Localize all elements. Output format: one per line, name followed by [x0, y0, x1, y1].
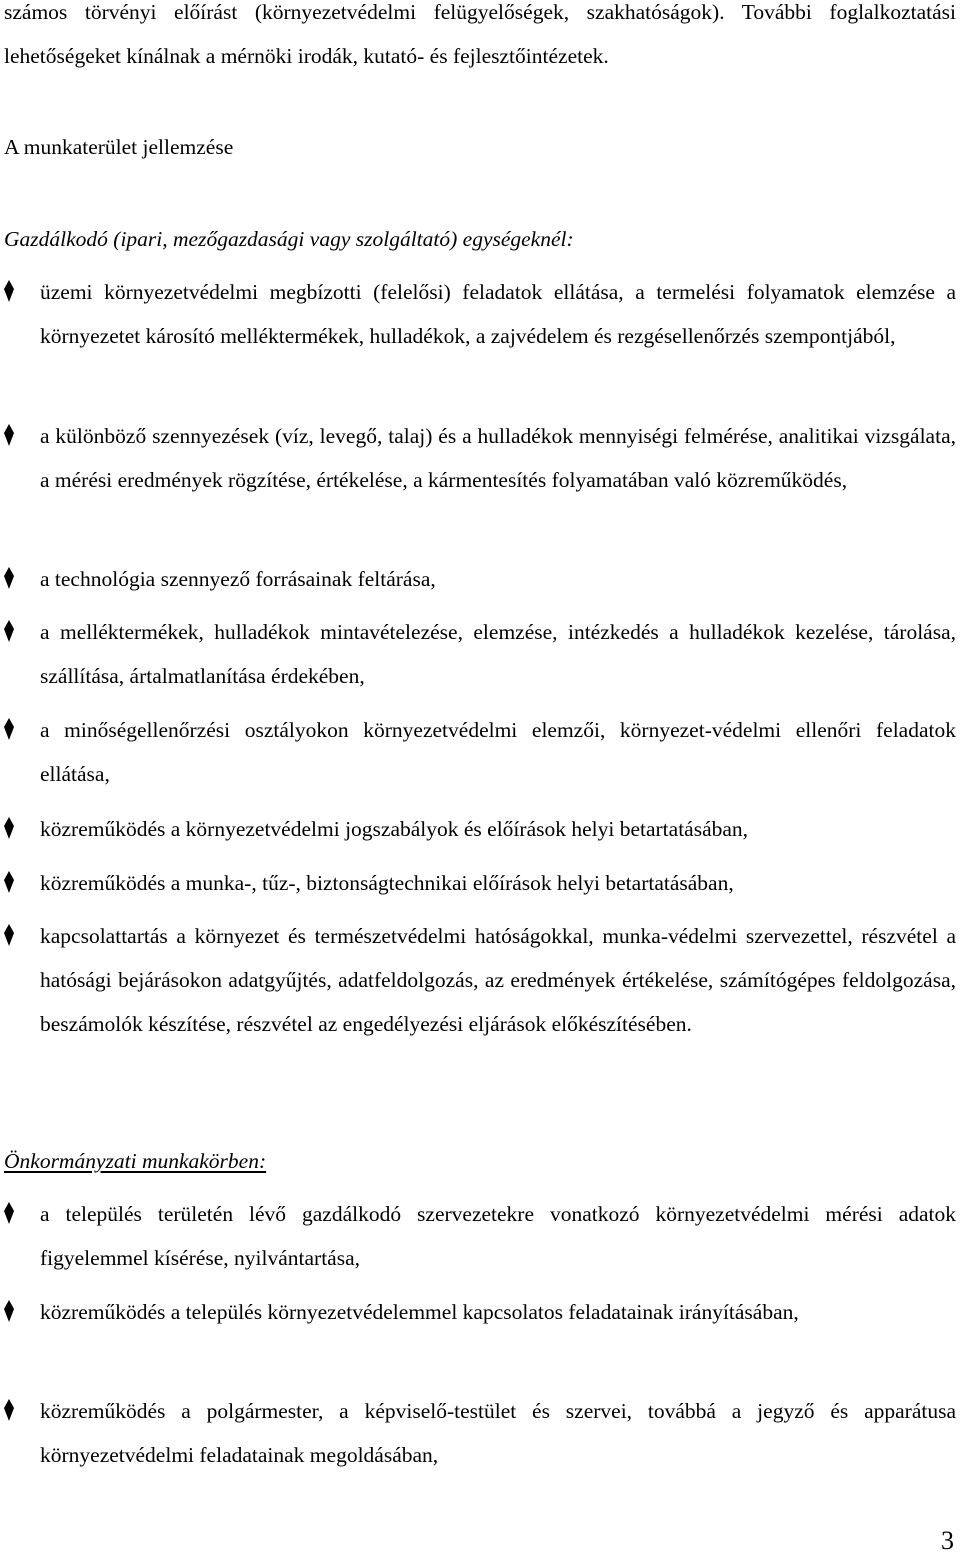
list-item-text: üzemi környezetvédelmi megbízotti (felelősi) feladatok ellátása, a termelési folyamatok elemzése a környezetet károsító melléktermékek, hulladékok, a zajvédelem és rezgésellenőrzés szempontjából,: [40, 280, 956, 348]
list-item-text: a melléktermékek, hulladékok mintavételezése, elemzése, intézkedés a hulladékok kezelése, tárolása, szállítása, ártalmatlanítása érdekében,: [40, 620, 956, 688]
intro-paragraph: számos törvényi előírást (környezetvédelmi felügyelőségek, szakhatóságok). További foglalkoztatási lehetőségeket kínálnak a mérnöki irodák, kutató- és fejlesztőintézetek.: [4, 0, 956, 68]
diamond-bullet-icon: [2, 717, 16, 741]
diamond-bullet-icon: [2, 1201, 16, 1225]
section-title: A munkaterület jellemzése: [4, 135, 234, 159]
list-item-text: a minőségellenőrzési osztályokon környezetvédelmi elemzői, környezet-védelmi ellenőri feladatok ellátása,: [40, 718, 956, 786]
page-number: 3: [941, 1526, 954, 1555]
diamond-bullet-icon: [2, 870, 16, 894]
list-item-text: a különböző szennyezések (víz, levegő, talaj) és a hulladékok mennyiségi felmérése, analitikai vizsgálata, a mérési eredmények rögzítése, értékelése, a kármentesítés folyamatában való közreműködés,: [40, 424, 956, 492]
list-item-text: közreműködés a polgármester, a képviselő-testület és szervei, továbbá a jegyző és apparátusa környezetvédelmi feladatainak megoldásában,: [40, 1399, 956, 1467]
diamond-bullet-icon: [2, 566, 16, 590]
diamond-bullet-icon: [2, 923, 16, 947]
municipal-heading: Önkormányzati munkakörben:: [4, 1149, 267, 1173]
list-item-text: közreműködés a munka-, tűz-, biztonságtechnikai előírások helyi betartatásában,: [40, 871, 734, 895]
diamond-bullet-icon: [2, 619, 16, 643]
list-item-text: a technológia szennyező forrásainak feltárása,: [40, 567, 436, 591]
business-units-heading: Gazdálkodó (ipari, mezőgazdasági vagy szolgáltató) egységeknél:: [4, 227, 574, 251]
diamond-bullet-icon: [2, 279, 16, 303]
list-item-text: kapcsolattartás a környezet és természetvédelmi hatóságokkal, munka-védelmi szervezettel, részvétel a hatósági bejárásokon adatgyűjtés, adatfeldolgozás, az eredmények értékelése, számítógépes feldolgozása, beszámolók készítése, részvétel az engedélyezési eljárások előkészítésében.: [40, 924, 956, 1036]
diamond-bullet-icon: [2, 1299, 16, 1323]
list-item-text: közreműködés a környezetvédelmi jogszabályok és előírások helyi betartatásában,: [40, 817, 749, 841]
list-item-text: közreműködés a település környezetvédelemmel kapcsolatos feladatainak irányításában,: [40, 1300, 799, 1324]
diamond-bullet-icon: [2, 816, 16, 840]
diamond-bullet-icon: [2, 423, 16, 447]
list-item-text: a település területén lévő gazdálkodó szervezetekre vonatkozó környezetvédelmi mérési adatok figyelemmel kísérése, nyilvántartása,: [40, 1202, 956, 1270]
diamond-bullet-icon: [2, 1398, 16, 1422]
